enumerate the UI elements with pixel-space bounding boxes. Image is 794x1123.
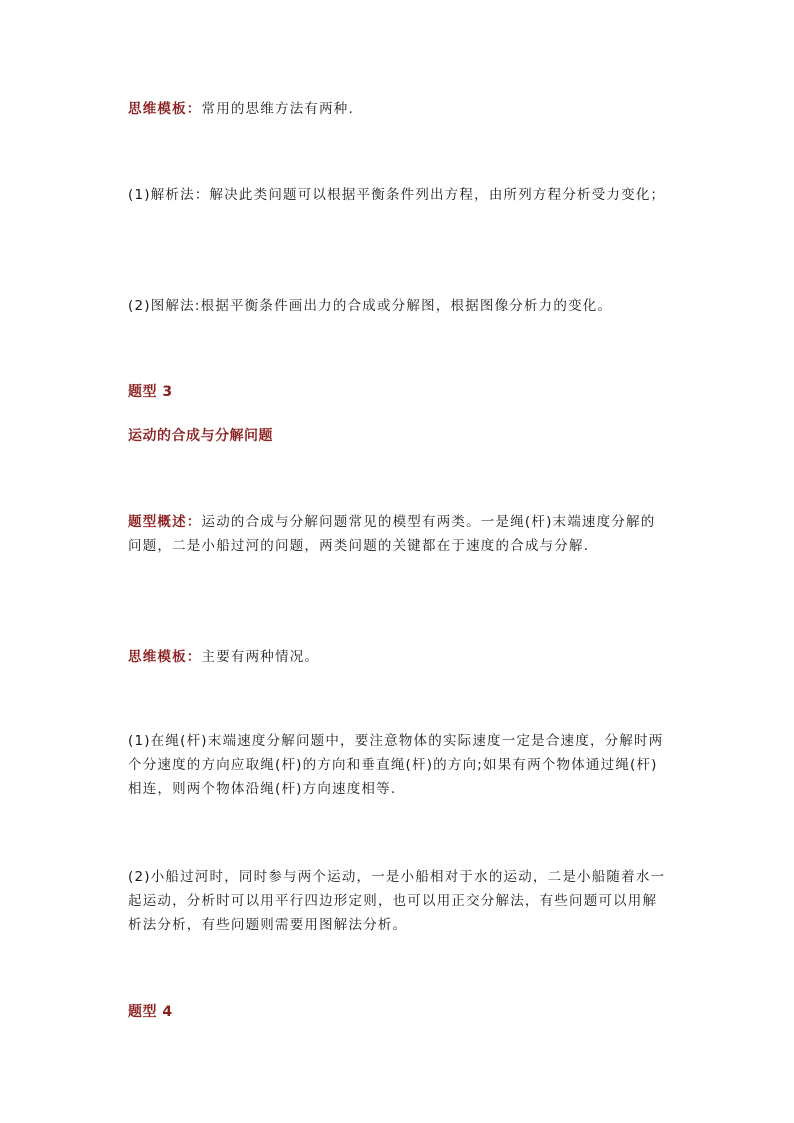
boat-crossing-case-paragraph: (2)小船过河时，同时参与两个运动，一是小船相对于水的运动，二是小船随着水一起运动，分析时可以用平行四边形定则，也可以用正交分解法，有些问题可以用解析法分析，有些问题则需要用图解法分析。 (128, 869, 666, 933)
thinking-template-label: 思维模板： (128, 101, 202, 117)
thinking-template-text-2: 主要有两种情况。 (201, 649, 320, 665)
overview-text: 运动的合成与分解问题常见的模型有两类。一是绳(杆)末端速度分解的问题，二是小船过河的问题，两类问题的关键都在于速度的合成与分解. (128, 514, 656, 554)
rope-rod-case-paragraph: (1)在绳(杆)末端速度分解问题中，要注意物体的实际速度一定是合速度，分解时两个分速度的方向应取绳(杆)的方向和垂直绳(杆)的方向;如果有两个物体通过绳(杆)相连，则两个物体沿绳(杆)方向速度相等. (128, 733, 664, 797)
overview-label: 题型概述： (128, 514, 202, 530)
type-3-heading: 题型 3 (128, 384, 173, 400)
thinking-template-label-2: 思维模板： (128, 649, 202, 665)
thinking-template-paragraph-2 (128, 645, 668, 669)
thinking-template-paragraph-1 (128, 97, 668, 121)
overview-paragraph (128, 510, 668, 558)
type-3-title: 运动的合成与分解问题 (128, 428, 273, 444)
thinking-template-text: 常用的思维方法有两种. (201, 101, 354, 117)
graphic-method-paragraph: (2)图解法:根据平衡条件画出力的合成或分解图，根据图像分析力的变化。 (128, 298, 613, 314)
analytic-method-paragraph: (1)解析法：解决此类问题可以根据平衡条件列出方程，由所列方程分析受力变化； (128, 187, 666, 203)
type-4-heading: 题型 4 (128, 1004, 173, 1020)
